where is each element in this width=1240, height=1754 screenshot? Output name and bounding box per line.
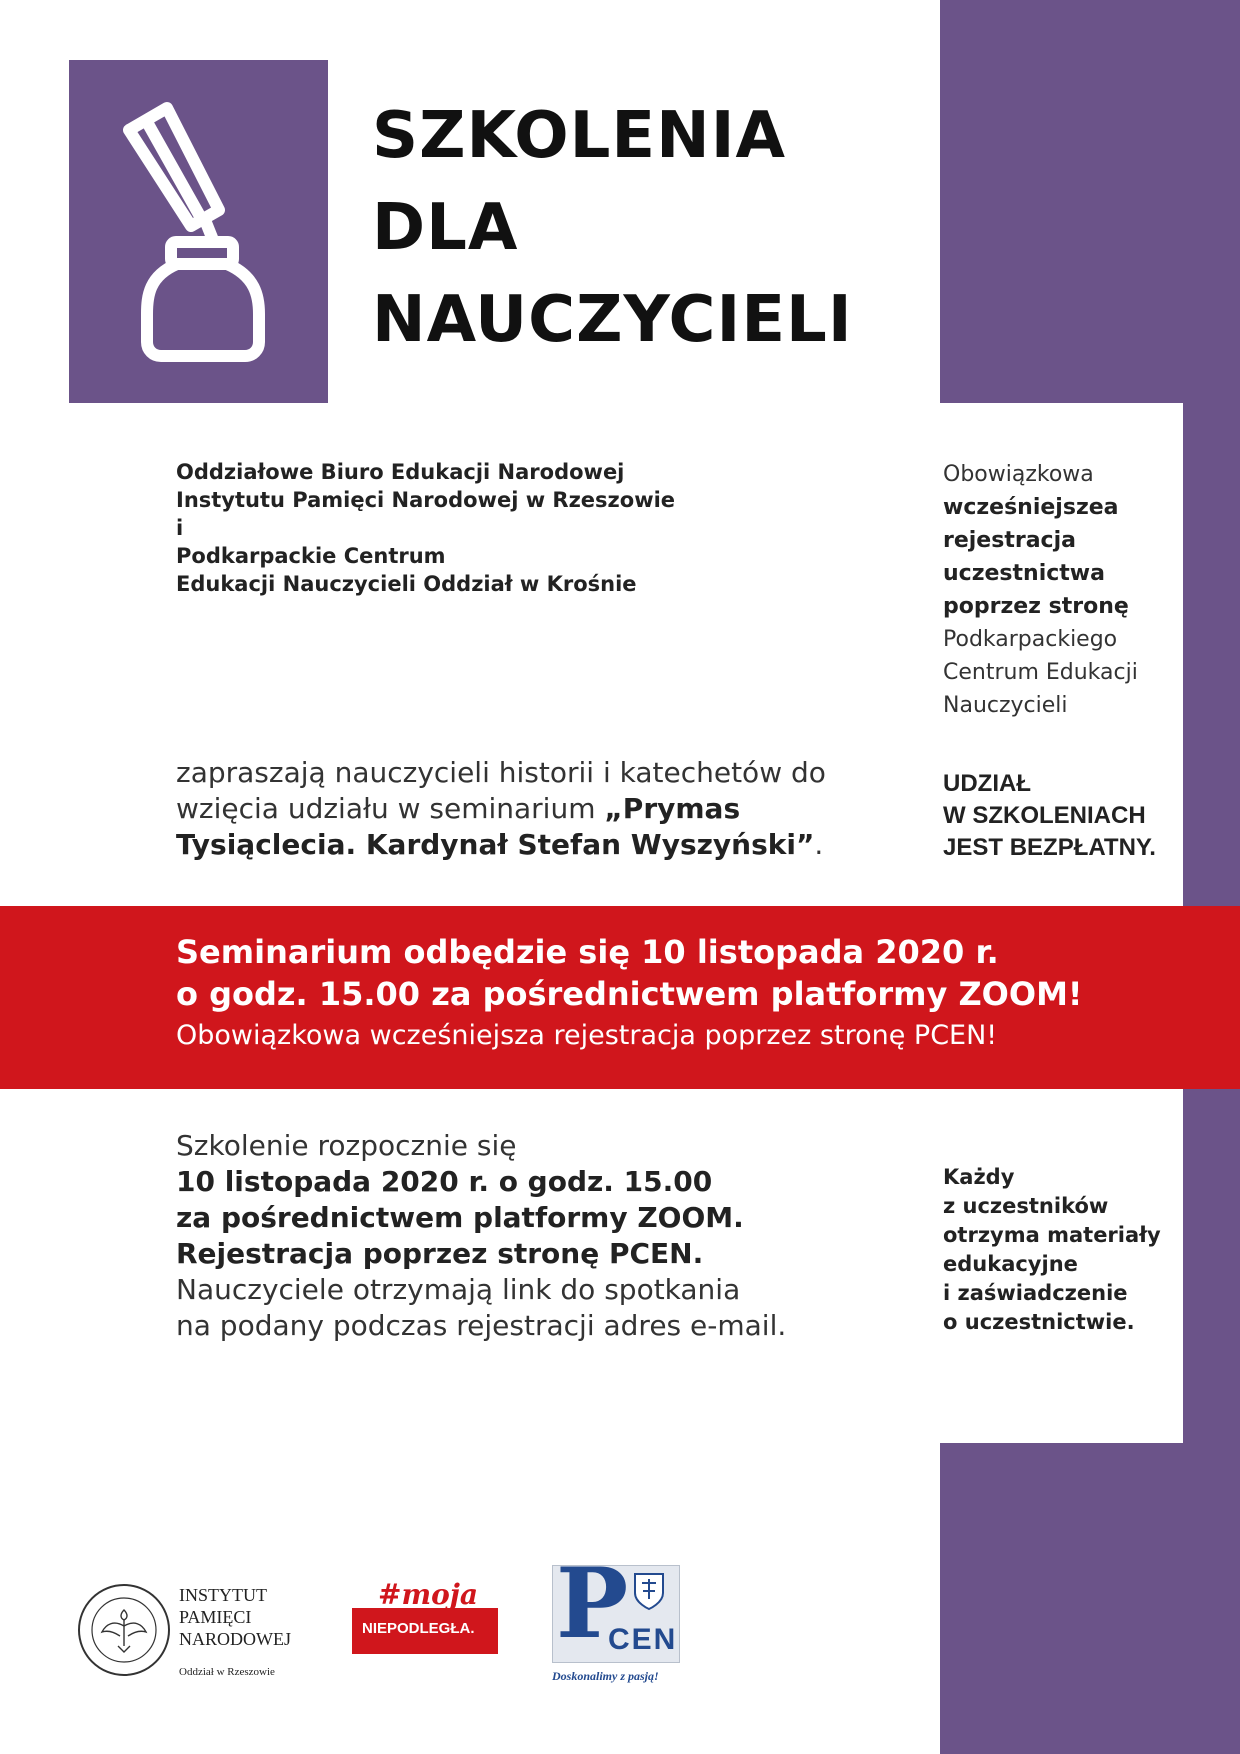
organizer-line: Podkarpackie Centrum — [176, 544, 446, 568]
eagle-seal-icon — [76, 1582, 172, 1678]
participants-line: Każdy — [943, 1165, 1015, 1189]
quill-and-inkwell-icon — [109, 100, 289, 380]
free-note-line: UDZIAŁ — [943, 770, 1031, 797]
pcen-slogan: Doskonalimy z pasją! — [552, 1669, 659, 1683]
ipn-line: INSTYTUT — [179, 1585, 267, 1605]
participants-line: i zaświadczenie — [943, 1281, 1128, 1305]
banner-line-time: o godz. 15.00 za pośrednictwem platformy ZOOM! — [176, 975, 1083, 1013]
ipn-name — [179, 1584, 291, 1650]
free-note-line: W SZKOLENIACH — [943, 802, 1146, 829]
title-line: NAUCZYCIELI — [372, 283, 853, 357]
participants-line: o uczestnictwie. — [943, 1310, 1135, 1334]
invitation-end: . — [814, 828, 824, 861]
invitation-text — [176, 755, 896, 863]
schedule-line: Szkolenie rozpocznie się — [176, 1129, 517, 1162]
banner-line-registration: Obowiązkowa wcześniejsza rejestracja poprzez stronę PCEN! — [176, 1020, 998, 1051]
page-title — [372, 90, 853, 366]
banner-line-date: Seminarium odbędzie się 10 listopada 2020 r. — [176, 933, 999, 971]
schedule-text — [176, 1128, 936, 1344]
moja-text: NIEPODLEGŁA. — [362, 1620, 475, 1637]
icon-tile — [69, 60, 328, 403]
moja-niepodlegla-logo — [352, 1578, 498, 1670]
free-note-line: JEST BEZPŁATNY. — [943, 834, 1156, 861]
title-line: SZKOLENIA — [372, 99, 787, 173]
invitation-normal: zapraszają nauczycieli historii i katechetów do wzięcia udziału w seminarium — [176, 756, 826, 825]
ipn-subtitle: Oddział w Rzeszowie — [179, 1666, 275, 1678]
registration-note-start: Obowiązkowa — [943, 462, 1094, 487]
pcen-letter-p: P — [556, 1547, 629, 1660]
participants-line: z uczestników — [943, 1194, 1109, 1218]
registration-note-bold: wcześniejszea rejestracja uczestnictwa poprzez stronę — [943, 495, 1129, 619]
participants-line: otrzyma materiały — [943, 1223, 1161, 1247]
organizer-line: i — [176, 516, 184, 540]
schedule-line: na podany podczas rejestracji adres e-mail. — [176, 1309, 787, 1342]
schedule-line: Nauczyciele otrzymają link do spotkania — [176, 1273, 741, 1306]
pcen-letters-cen: CEN — [608, 1623, 678, 1656]
ipn-line: PAMIĘCI — [179, 1607, 252, 1627]
moja-hashtag: #moja — [378, 1578, 479, 1611]
organizer-line: Edukacji Nauczycieli Oddział w Krośnie — [176, 572, 637, 596]
ipn-line: NARODOWEJ — [179, 1629, 291, 1649]
participants-note — [943, 1163, 1179, 1337]
crest-icon — [632, 1571, 666, 1611]
organizers-block — [176, 458, 675, 598]
purple-side-panel-bottom — [940, 1443, 1240, 1754]
schedule-line: za pośrednictwem platformy ZOOM. — [176, 1201, 744, 1234]
schedule-line: 10 listopada 2020 r. o godz. 15.00 — [176, 1165, 713, 1198]
free-participation-note — [943, 768, 1179, 864]
participants-line: edukacyjne — [943, 1252, 1078, 1276]
organizer-line: Instytutu Pamięci Narodowej w Rzeszowie — [176, 488, 676, 512]
registration-note — [943, 458, 1179, 722]
seminar-title: „Prymas Tysiąclecia. Kardynał Stefan Wyszyński” — [176, 792, 815, 861]
ipn-logo — [76, 1574, 356, 1684]
registration-note-rest: Podkarpackiego Centrum Edukacji Nauczycieli — [943, 627, 1138, 718]
pcen-logo — [552, 1547, 682, 1690]
purple-side-panel-top — [940, 0, 1240, 403]
title-line: DLA — [372, 191, 519, 265]
organizer-line: Oddziałowe Biuro Edukacji Narodowej — [176, 460, 625, 484]
schedule-line: Rejestracja poprzez stronę PCEN. — [176, 1237, 704, 1270]
